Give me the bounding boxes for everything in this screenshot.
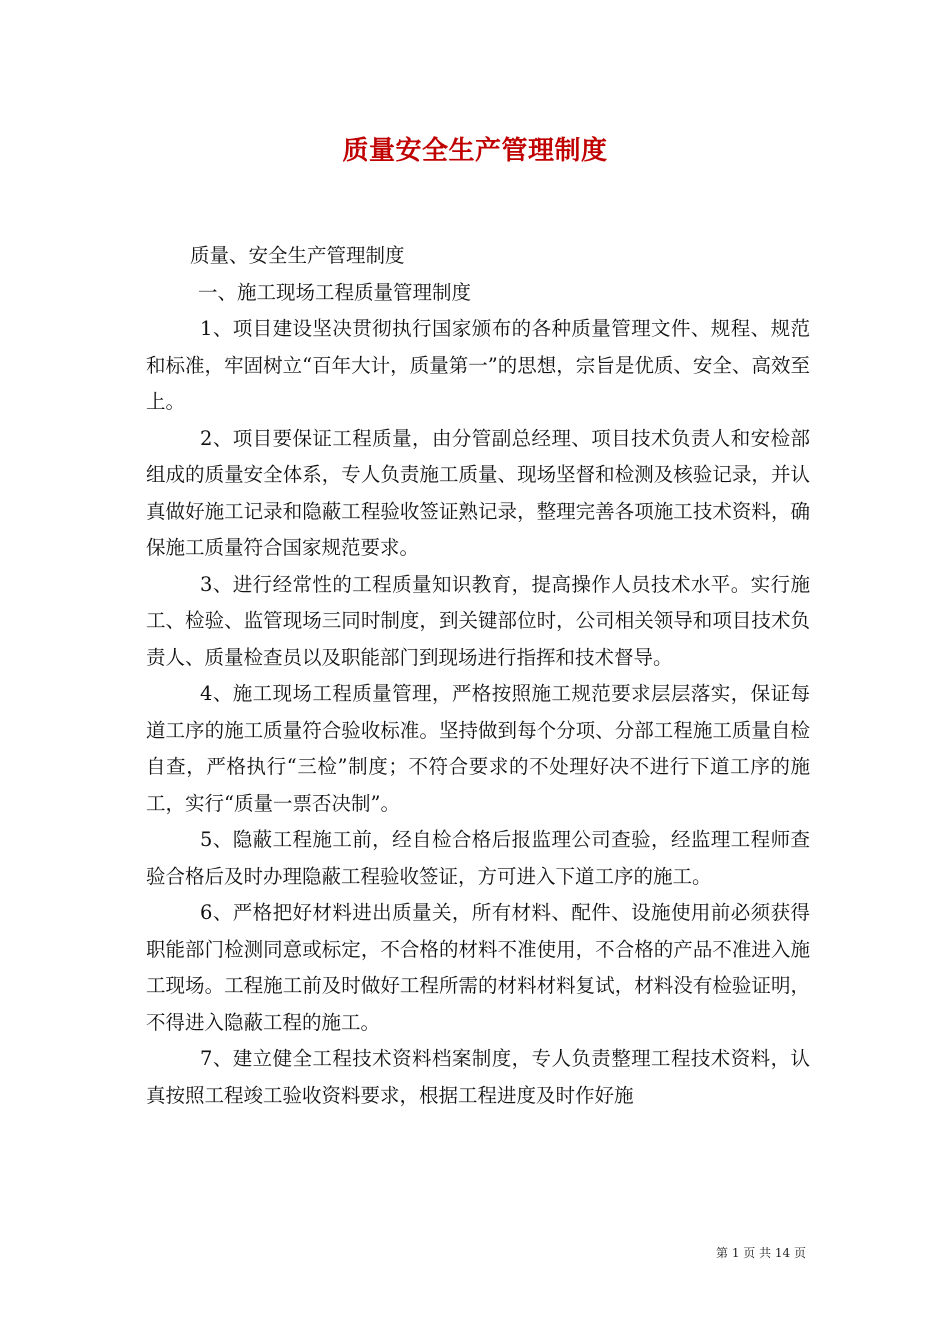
page-number-footer: 第 1 页 共 14 页: [716, 1246, 806, 1260]
paragraph-6: 6、严格把好材料进出质量关，所有材料、配件、设施使用前必须获得职能部门检测同意或标定，不合格的材料不准使用，不合格的产品不准进入施工现场。工程施工前及时做好工程所需的材料材料复试，材料没有检验证明，不得进入隐蔽工程的施工。: [146, 901, 810, 1034]
paragraph-4: 4、施工现场工程质量管理，严格按照施工规范要求层层落实，保证每道工序的施工质量符合验收标准。坚持做到每个分项、分部工程施工质量自检自查，严格执行“三检”制度；不符合要求的不处理好决不进行下道工序的施工，实行“质量一票否决制”。: [146, 682, 810, 815]
paragraph-2: 2、项目要保证工程质量，由分管副总经理、项目技术负责人和安检部组成的质量安全体系，专人负责施工质量、现场坚督和检测及核验记录，并认真做好施工记录和隐蔽工程验收签证熟记录，整理完善各项施工技术资料，确保施工质量符合国家规范要求。: [146, 426, 810, 559]
paragraph-3: 3、进行经常性的工程质量知识教育，提高操作人员技术水平。实行施工、检验、监管现场三同时制度，到关键部位时，公司相关领导和项目技术负责人、质量检查员以及职能部门到现场进行指挥和技术督导。: [146, 572, 810, 669]
document-title: 质量安全生产管理制度: [342, 136, 608, 166]
document-body: [146, 238, 810, 1114]
paragraph-5: 5、隐蔽工程施工前，经自检合格后报监理公司查验，经监理工程师查验合格后及时办理隐蔽工程验收签证，方可进入下道工序的施工。: [146, 828, 810, 888]
paragraph-7: 7、建立健全工程技术资料档案制度，专人负责整理工程技术资料，认真按照工程竣工验收资料要求，根据工程进度及时作好施: [146, 1047, 810, 1107]
section-heading: 一、施工现场工程质量管理制度: [198, 280, 472, 304]
document-subtitle: 质量、安全生产管理制度: [190, 244, 405, 267]
paragraph-1: 1、项目建设坚决贯彻执行国家颁布的各种质量管理文件、规程、规范和标准，牢固树立“百年大计，质量第一”的思想，宗旨是优质、安全、高效至上。: [146, 317, 810, 413]
